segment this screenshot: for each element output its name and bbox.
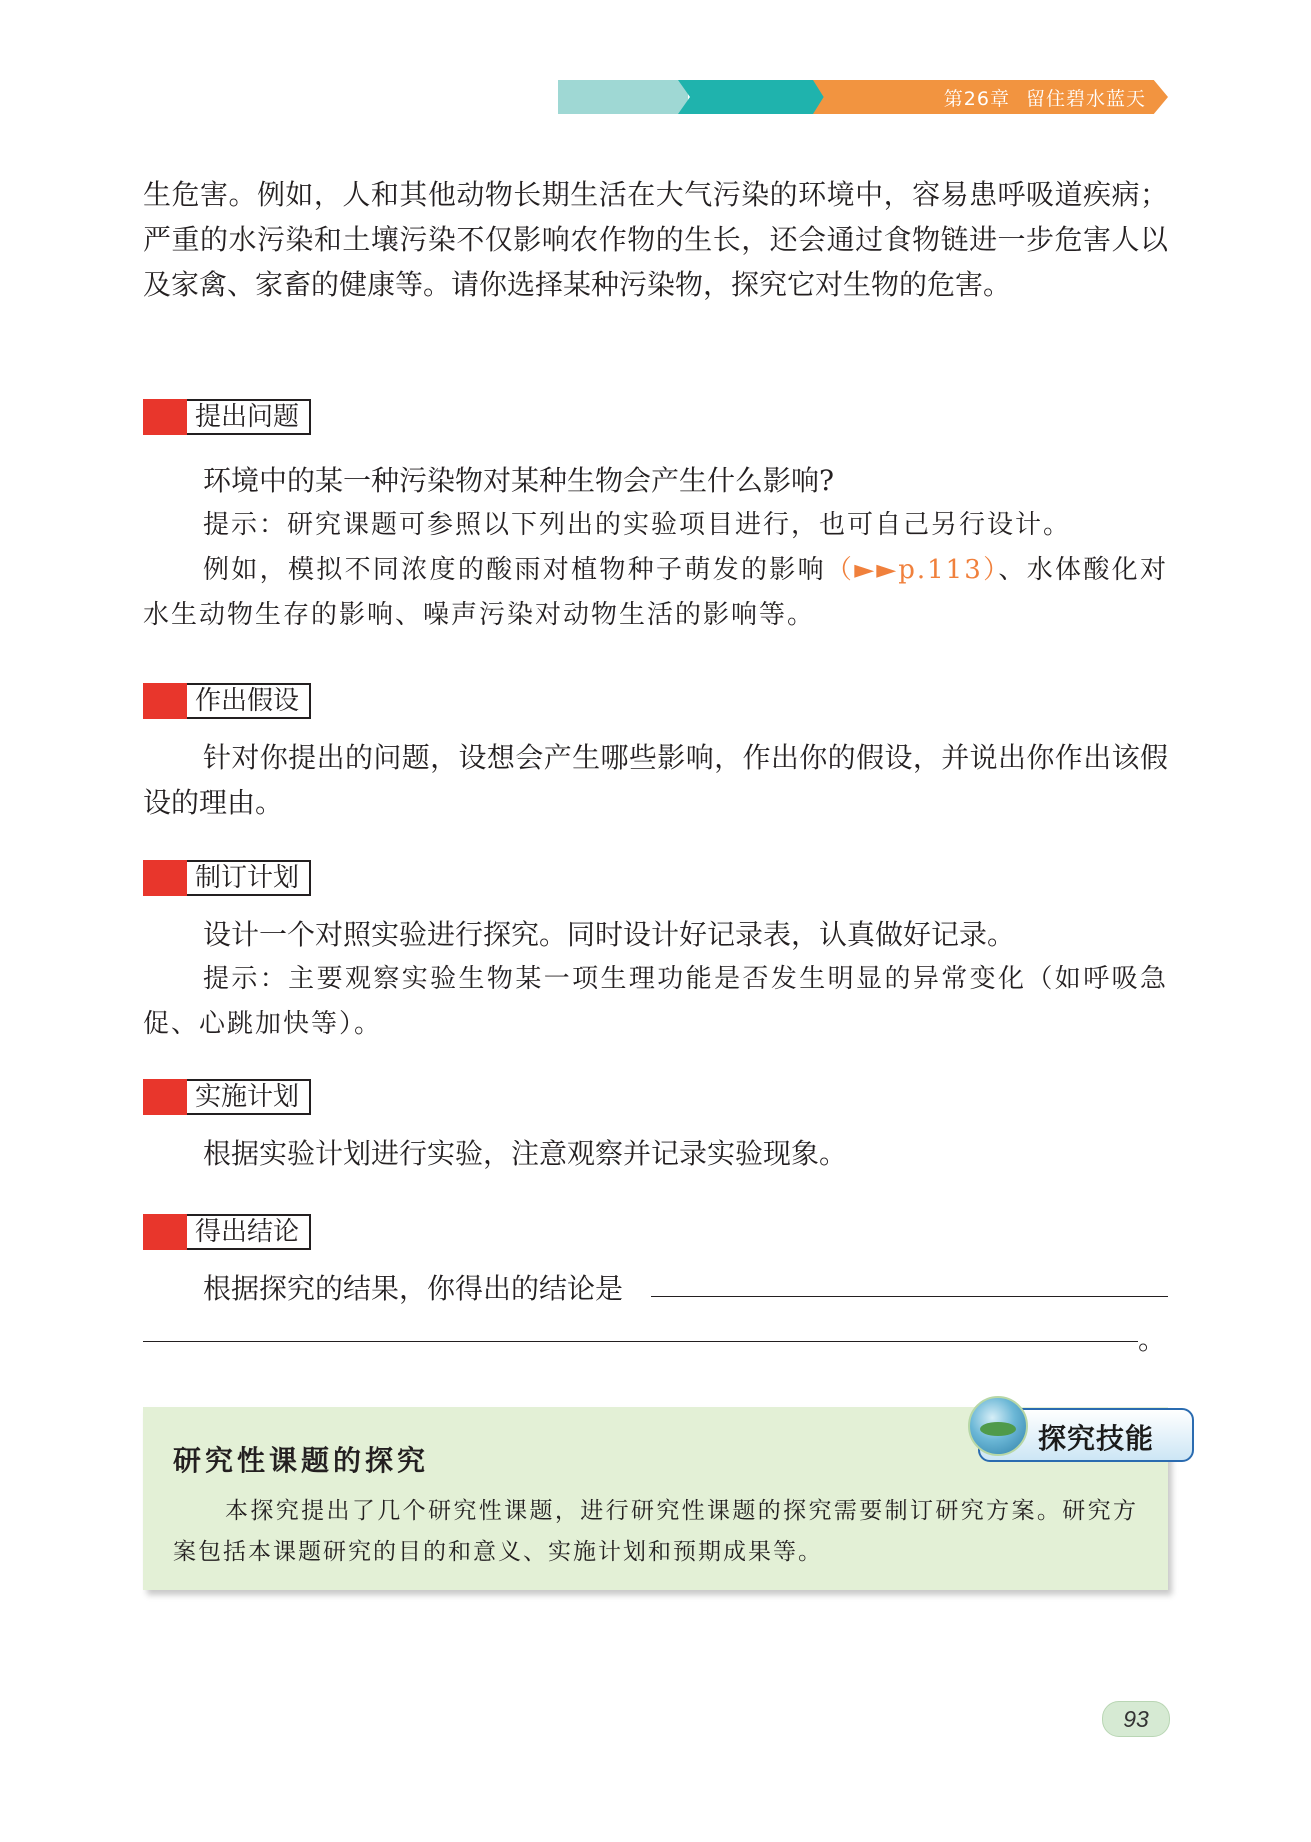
conclusion-prompt: 根据探究的结果，你得出的结论是: [203, 1272, 624, 1305]
chapter-number: 第26章: [943, 88, 1010, 110]
section-heading-implement: [143, 1079, 311, 1115]
page-reference-link[interactable]: （►►p.113）: [825, 555, 999, 585]
chapter-header: [558, 80, 1168, 114]
chapter-title: [944, 84, 1146, 111]
section-heading-plan: [143, 860, 311, 896]
section-label: 实施计划: [187, 1079, 311, 1115]
magnifier-globe-icon: [968, 1396, 1028, 1456]
section-marker: [143, 683, 187, 719]
section-label: 提出问题: [187, 399, 311, 435]
conclusion-blank-line-2[interactable]: [143, 1341, 1138, 1342]
conclusion-end-mark: 。: [1138, 1323, 1167, 1356]
skill-title: 研究性课题的探究: [173, 1444, 430, 1477]
section-heading-question: [143, 399, 311, 435]
intro-paragraph: 生危害。例如，人和其他动物长期生活在大气污染的环境中，容易患呼吸道疾病；严重的水污染和土壤污染不仅影响农作物的生长，还会通过食物链进一步危害人以及家禽、家畜的健康等。请你选择某种污染物，探究它对生物的危害。: [143, 178, 1168, 301]
header-band-teal: [678, 80, 828, 114]
plan-text: 设计一个对照实验进行探究。同时设计好记录表，认真做好记录。: [203, 918, 1016, 951]
hint-text: 提示：研究课题可参照以下列出的实验项目进行，也可自己另行设计。: [203, 510, 1072, 540]
skill-body: 本探究提出了几个研究性课题，进行研究性课题的探究需要制订研究方案。研究方案包括本课题研究的目的和意义、实施计划和预期成果等。: [173, 1498, 1138, 1565]
section-heading-conclusion: [143, 1214, 311, 1250]
conclusion-blank-line[interactable]: [651, 1296, 1168, 1297]
section-label: 作出假设: [187, 683, 311, 719]
implement-text: 根据实验计划进行实验，注意观察并记录实验现象。: [203, 1137, 848, 1170]
plan-hint-text: 提示：主要观察实验生物某一项生理功能是否发生明显的异常变化（如呼吸急促、心跳加快等）。: [143, 964, 1168, 1039]
question-text: 环境中的某一种污染物对某种生物会产生什么影响?: [203, 464, 835, 497]
section-label: 得出结论: [187, 1214, 311, 1250]
section-heading-hypothesis: [143, 683, 311, 719]
section-marker: [143, 1079, 187, 1115]
page-number: 93: [1102, 1701, 1170, 1737]
example-text: [143, 548, 1168, 638]
chapter-name: 留住碧水蓝天: [1025, 88, 1146, 110]
header-band-light: [558, 80, 688, 114]
example-pre: 例如，模拟不同浓度的酸雨对植物种子萌发的影响: [203, 555, 826, 585]
hypothesis-text: 针对你提出的问题，设想会产生哪些影响，作出你的假设，并说出你作出该假设的理由。: [143, 741, 1168, 819]
section-marker: [143, 860, 187, 896]
section-marker: [143, 399, 187, 435]
skill-badge-label: 探究技能: [1038, 1422, 1155, 1455]
section-marker: [143, 1214, 187, 1250]
section-label: 制订计划: [187, 860, 311, 896]
example-post: 、水体酸化对水生动物生存的影响、噪声污染对动物生活的影响等。: [143, 555, 1168, 630]
